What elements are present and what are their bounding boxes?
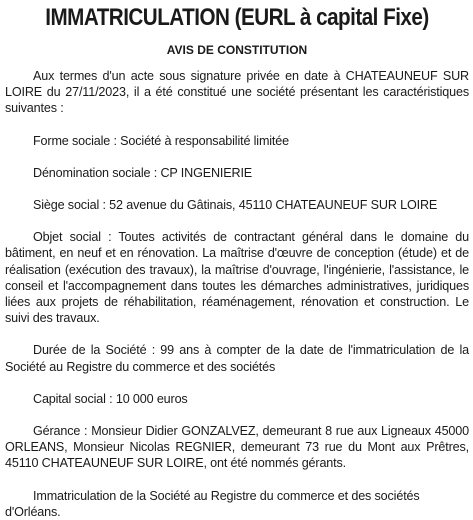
corporate-purpose-paragraph: Objet social : Toutes activités de contractant général dans le domaine du bâtiment, en neuf et en rénovation. La maîtrise d'œuvre de conception (étude) et de réalisation (exécution des travaux), la maîtrise d'ouvrage, l'ingénierie, l'assistance, le conseil et l'accompagnement dans toutes les démarches administratives, juridiques liées aux projets de réhabilitation, réaménagement, rénovation et construction. Le suivi des travaux. xyxy=(5,230,469,326)
duration-paragraph: Durée de la Société : 99 ans à compter de la date de l'immatriculation de la Société au Registre du commerce et des sociétés xyxy=(5,343,469,374)
registration-paragraph: Immatriculation de la Société au Registre du commerce et des sociétés d'Orléans. xyxy=(5,488,420,519)
notice-headline: IMMATRICULATION (EURL à capital Fixe) xyxy=(45,4,429,31)
intro-paragraph: Aux termes d'un acte sous signature privée en date à CHATEAUNEUF SUR LOIRE du 27/11/2023, il a été constitué une société présentant les caractéristiques suivantes : xyxy=(5,69,469,116)
legal-form-paragraph: Forme sociale : Société à responsabilité limitée xyxy=(33,133,289,148)
notice-subheading: AVIS DE CONSTITUTION xyxy=(166,43,308,57)
company-name-paragraph: Dénomination sociale : CP INGENIERIE xyxy=(33,165,253,180)
management-paragraph: Gérance : Monsieur Didier GONZALVEZ, demeurant 8 rue aux Ligneaux 45000 ORLEANS, Monsieur Nicolas REGNIER, demeurant 73 rue du Mont aux Prêtres, 45110 CHATEAUNEUF SUR LOIRE, ont été nommés gérants. xyxy=(5,424,469,471)
head-office-paragraph: Siège social : 52 avenue du Gâtinais, 45110 CHATEAUNEUF SUR LOIRE xyxy=(33,198,438,213)
notice-body xyxy=(5,68,469,520)
share-capital-paragraph: Capital social : 10 000 euros xyxy=(33,391,188,406)
